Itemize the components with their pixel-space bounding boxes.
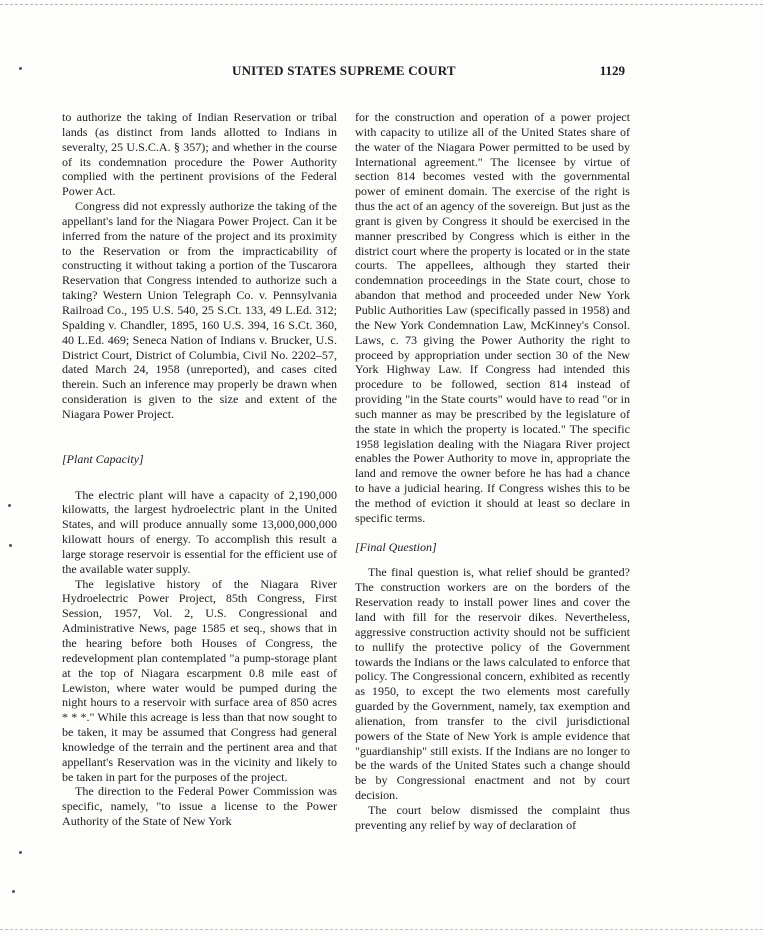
scan-speck	[19, 851, 22, 854]
paragraph: to authorize the taking of Indian Reservation or tribal lands (as distinct from lands allotted to Indians in severalty, 25 U.S.C.A. § 357); and whether in the course of its condemnation procedure the Power Authority complied with the pertinent provisions of the Federal Power Act.	[62, 110, 337, 199]
paragraph: The final question is, what relief should be granted? The construction workers are on the borders of the Reservation ready to install power lines and cover the land with fill for the reservoir dikes. Nevertheless, aggressive construction activity should not be sufficient to nullify the protective policy of the Government towards the Indians or the laws calculated to enforce that policy. The Congressional concern, exhibited as recently as 1950, to except the two elements most carefully guarded by the Government, namely, tax exemption and alienation, from transfer to the civil jurisdictional powers of the State of New York is ample evidence that "guardianship" still exists. If the Indians are no longer to be the wards of the United States such a change should be by Congressional enactment and not by court decision.	[355, 565, 630, 803]
left-column	[62, 110, 337, 829]
paragraph: The legislative history of the Niagara River Hydroelectric Power Project, 85th Congress, First Session, 1957, Vol. 2, U.S. Congressional and Administrative News, page 1585 et seq., shows that in the hearing before both Houses of Congress, the redevelopment plan contemplated "a pump-storage plant at the top of Niagara escarpment 0.8 mile east of Lewiston, where water would be pumped during the night hours to a reservoir with surface area of 850 acres * * *." While this acreage is less than that now sought to be taken, it may be assumed that Congress had general knowledge of the terrain and the pertinent area and that appellant's Reservation was in the vicinity and likely to be taken in part for the purposes of the project.	[62, 576, 337, 784]
paragraph: The electric plant will have a capacity of 2,190,000 kilowatts, the largest hydroelectric plant in the United States, and will produce annually some 13,000,000,000 kilowatt hours of energy. To accomplish this result a large storage reservoir is essential for the efficient use of the available water supply.	[62, 487, 337, 576]
section-heading-plant-capacity: [Plant Capacity]	[62, 451, 144, 466]
bottom-scan-edge	[0, 929, 763, 930]
page-header	[232, 63, 625, 81]
top-scan-edge	[0, 4, 763, 5]
paragraph: The court below dismissed the complaint thus preventing any relief by way of declaration of	[355, 802, 630, 832]
spacer	[355, 554, 630, 565]
scan-speck	[19, 67, 22, 70]
scan-speck	[9, 544, 12, 547]
running-title: UNITED STATES SUPREME COURT	[232, 63, 456, 78]
paragraph: The direction to the Federal Power Commission was specific, namely, "to issue a license to the Power Authority of the State of New York	[62, 784, 337, 829]
paragraph: Congress did not expressly authorize the taking of the appellant's land for the Niagara Power Project. Can it be inferred from the nature of the project and its proximity to the Reservation or from the impracticability of constructing it without taking a portion of the Tuscarora Reservation that Congress intended to authorize such a taking? Western Union Telegraph Co. v. Pennsylvania Railroad Co., 195 U.S. 540, 25 S.Ct. 133, 49 L.Ed. 312; Spalding v. Chandler, 1895, 160 U.S. 394, 16 S.Ct. 360, 40 L.Ed. 469; Seneca Nation of Indians v. Brucker, U.S. District Court, District of Columbia, Civil No. 2202–57, dated March 24, 1958 (unreported), and cases cited therein. Such an inference may properly be drawn when consideration is given to the size and extent of the Niagara Power Project.	[62, 199, 337, 421]
page-number: 1129	[599, 63, 625, 78]
scan-speck	[12, 890, 15, 893]
section-heading-final-question: [Final Question]	[355, 539, 437, 554]
spacer	[62, 467, 337, 488]
right-column	[355, 110, 630, 833]
paragraph: for the construction and operation of a power project with capacity to utilize all of the United States share of the water of the Niagara Power permitted to be used by International agreement." The licensee by virtue of section 814 becomes vested with the governmental power of eminent domain. The exercise of the right is thus the act of an agency of the sovereign. But just as the grant is given by Congress it should be exercised in the manner prescribed by Congress which is either in the district court where the property is located or in the state courts. The appellees, although they started their condemnation proceedings in the State court, chose to abandon that method and proceeded under New York Public Authorities Law (specifically passed in 1958) and the New York Condemnation Law, McKinney's Consol. Laws, c. 73 giving the Power Authority the right to proceed by appropriation under section 30 of the New York Highway Law. If Congress had intended this procedure to be followed, section 814 instead of providing "in the State courts" would have to read "or in such manner as may be prescribed by the legislature of the state in which the property is located." The specific 1958 legislation dealing with the Niagara River project enables the Power Authority to move in, appropriate the land and remove the owner before he has had a chance to have a judicial hearing. If Congress wishes this to be the method of eviction it should at least so declare in specific terms.	[355, 110, 630, 525]
spacer	[355, 526, 630, 540]
spacer	[62, 422, 337, 452]
scan-speck	[8, 504, 11, 507]
